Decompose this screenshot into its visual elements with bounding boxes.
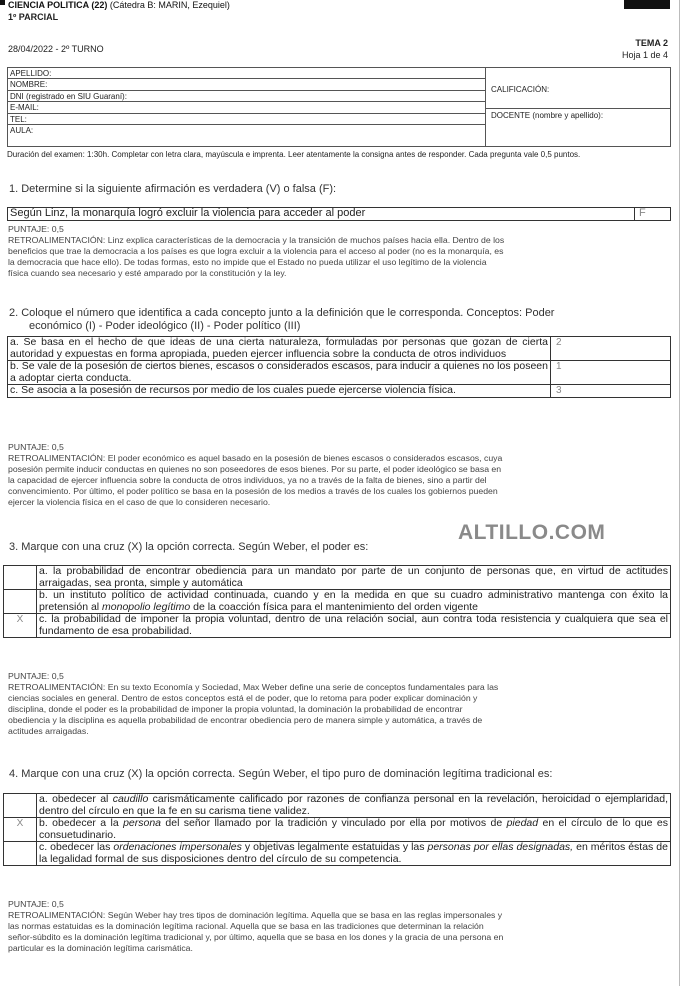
table-row	[8, 385, 671, 398]
puntaje-label: PUNTAJE: 0,5	[8, 442, 64, 452]
q4-option-emphasis: personas por ellas designadas,	[427, 841, 574, 853]
redaction-block	[624, 0, 670, 9]
field-nombre[interactable]: NOMBRE:	[8, 79, 485, 90]
feedback-line: posesión permite inducir conductas en quienes no son poseedores de esos bienes. Por su parte, el poder ideológico se basa en	[8, 464, 502, 475]
table-row	[4, 590, 671, 614]
tema-label: TEMA 2	[635, 38, 668, 48]
field-dni[interactable]: DNI (registrado en SIU Guaraní):	[8, 91, 485, 102]
question-3-feedback	[8, 671, 678, 738]
feedback-line: señor-súbdito es la dominación legítima tradicional y, por último, aquella que se basa en los dones y la gracia de una persona en	[8, 932, 504, 943]
course-name: CIENCIA POLITICA (22)	[8, 0, 108, 10]
table-row	[4, 818, 671, 842]
parcial-label: 1º PARCIAL	[8, 12, 59, 22]
q4-option-text: carismáticamente calificado por razones de confianza personal en la revelación, heroicidad o ejemplaridad, dentro del círculo en que la fe en su carisma tiene validez.	[39, 793, 668, 817]
q3-option: a. la probabilidad de encontrar obediencia para un mandato por parte de un conjunto de personas que, en virtud de actitudes arraigadas, sea pronta, simple y automática	[37, 566, 671, 590]
q4-option	[37, 818, 671, 842]
divider	[485, 108, 670, 109]
catedra: (Cátedra B: MARIN, Ezequiel)	[109, 0, 230, 10]
page-edge-line	[679, 0, 680, 986]
corner-mark	[0, 0, 5, 5]
question-1-table	[7, 207, 671, 221]
question-1-title: 1. Determine si la siguiente afirmación es verdadera (V) o falsa (F):	[9, 183, 337, 195]
q4-option-text: y objetivas legalmente estatuidas y las	[241, 841, 428, 853]
q4-option-text: en el círculo de lo que es consuetudinario.	[39, 817, 668, 841]
q3-option-text: de la coacción física para el mantenimiento del orden vigente	[190, 600, 478, 613]
feedback-line: beneficios que trae la democracia a los países es que logra excluir a la violencia para el acceso al poder (no es la monarquía, es	[8, 246, 504, 257]
q4-option-text: c. obedecer las	[39, 841, 114, 853]
field-email[interactable]: E-MAIL:	[8, 102, 485, 113]
student-info-box	[7, 67, 671, 147]
exam-instructions: Duración del examen: 1:30h. Completar con letra clara, mayúscula e imprenta. Leer atentamente la consigna antes de responder. Cada pregunta vale 0,5 puntos.	[7, 150, 581, 159]
course-title	[8, 0, 230, 10]
q2-definition: c. Se asocia a la posesión de recursos por medio de los cuales puede ejercerse violencia física.	[8, 385, 551, 398]
table-row	[4, 614, 671, 638]
q4-option-text: b. obedecer a la	[39, 817, 124, 829]
q4-mark[interactable]	[4, 842, 37, 866]
feedback-line: disciplina, donde el poder es la probabilidad de imponer la propia voluntad, la dominación la probabilidad de encontrar	[8, 704, 463, 715]
q3-option	[37, 590, 671, 614]
table-row	[8, 361, 671, 385]
table-row	[4, 566, 671, 590]
puntaje-label: PUNTAJE: 0,5	[8, 224, 64, 234]
student-fields	[8, 68, 486, 146]
q1-statement: Según Linz, la monarquía logró excluir la violencia para acceder al poder	[8, 208, 635, 221]
q4-option-emphasis: ordenaciones impersonales	[113, 841, 242, 853]
q4-option-text: del señor llamado por la tradición y vinculado por ella por motivos de	[161, 817, 507, 829]
q2-title-line: económico (I) - Poder ideológico (II) - Poder político (III)	[29, 320, 301, 332]
exam-date: 28/04/2022 - 2º TURNO	[8, 44, 104, 54]
question-3-table	[3, 565, 671, 638]
field-apellido[interactable]: APELLIDO:	[8, 68, 485, 79]
feedback-line: actitudes arraigadas.	[8, 726, 89, 737]
feedback-line: RETROALIMENTACIÓN: En su texto Economía y Sociedad, Max Weber define una serie de conceptos fundamentales para las	[8, 682, 499, 693]
q3-option: c. la probabilidad de imponer la propia voluntad, dentro de una relación social, aun contra toda resistencia y cualquiera que sea el fundamento de esa probabilidad.	[37, 614, 671, 638]
q3-mark[interactable]	[4, 590, 37, 614]
q3-option-emphasis: monopolio legítimo	[102, 600, 191, 613]
q2-definition: a. Se basa en el hecho de que ideas de una cierta naturaleza, formuladas por personas que gozan de cierta autoridad y expuestas en forma apropiada, pueden ejercer influencia sobre la conducta de otros individuos	[8, 337, 551, 361]
calificacion-label: CALIFICACIÓN:	[491, 85, 550, 94]
table-row	[8, 208, 671, 221]
question-2-feedback	[8, 442, 678, 509]
question-2-title	[9, 307, 679, 333]
page-count: Hoja 1 de 4	[621, 50, 668, 60]
question-1-feedback	[8, 224, 678, 279]
question-3-title: 3. Marque con una cruz (X) la opción correcta. Según Weber, el poder es:	[9, 541, 369, 553]
q1-answer[interactable]: F	[635, 208, 671, 221]
q3-mark[interactable]	[4, 566, 37, 590]
q3-option-text: b. un instituto político de actividad continuada, cuando y en la medida en que su cuadro administrativo mantenga con éxito la pretensión al	[39, 589, 668, 613]
q4-option-emphasis: caudillo	[112, 793, 149, 805]
question-4-feedback	[8, 899, 678, 954]
question-2-table	[7, 336, 671, 398]
q4-mark[interactable]: X	[4, 818, 37, 842]
q4-mark[interactable]	[4, 794, 37, 818]
q4-option	[37, 842, 671, 866]
q2-title-line: 2. Coloque el número que identifica a cada concepto junto a la definición que le corresponda. Conceptos: Poder	[9, 307, 555, 319]
q4-option-emphasis: piedad	[506, 817, 539, 829]
q4-option-emphasis: persona	[123, 817, 162, 829]
feedback-line: la capacidad de ejercer influencia sobre la conducta de otros individuos, ya no a través de la falta de bienes, sino a partir del	[8, 475, 487, 486]
feedback-line: física cuando sea necesario y esté amparado por la constitución y la ley.	[8, 268, 287, 279]
q4-option-text: en méritos éstas de la legalidad formal de sus disposiciones dentro del círculo de su competencia.	[39, 841, 668, 865]
feedback-line: obediencia y la disciplina es aquella probabilidad de encontrar obediencia pero de manera simple y automática, a través de	[8, 715, 483, 726]
puntaje-label: PUNTAJE: 0,5	[8, 899, 64, 909]
q2-answer[interactable]: 3	[551, 385, 671, 398]
q2-answer[interactable]: 2	[551, 337, 671, 361]
feedback-line: las normas estatuidas es la dominación legítima racional. Aquella que se basa en las tradiciones que determinan la relación	[8, 921, 484, 932]
grading-area	[485, 68, 670, 146]
table-row	[8, 337, 671, 361]
feedback-line: particular es la dominación legítima carismática.	[8, 943, 193, 954]
feedback-line: ciencias sociales en general. Dentro de estos conceptos está el de poder, que lo retoma para poder explicar dominación y	[8, 693, 478, 704]
feedback-line: RETROALIMENTACIÓN: Según Weber hay tres tipos de dominación legítima. Aquella que se basa en las reglas impersonales y	[8, 910, 503, 921]
field-aula[interactable]: AULA:	[10, 125, 34, 135]
q3-mark[interactable]: X	[4, 614, 37, 638]
feedback-line: convencimiento. Por último, el poder político se basa en la posesión de los medios a través de los cuales los gobiernos pueden	[8, 486, 498, 497]
question-4-title: 4. Marque con una cruz (X) la opción correcta. Según Weber, el tipo puro de dominación legítima tradicional es:	[9, 768, 553, 780]
feedback-line: RETROALIMENTACIÓN: Linz explica características de la democracia y la transición de muchos países hacia ella. Dentro de los	[8, 235, 505, 246]
q2-definition: b. Se vale de la posesión de ciertos bienes, escasos o considerados escasos, para inducir a quienes no los poseen a adoptar cierta conducta.	[8, 361, 551, 385]
question-4-table	[3, 793, 671, 866]
feedback-line: RETROALIMENTACIÓN: El poder económico es aquel basado en la posesión de bienes escasos o considerados escasos, cuya	[8, 453, 503, 464]
watermark: ALTILLO.COM	[458, 521, 606, 544]
q4-option	[37, 794, 671, 818]
q2-answer[interactable]: 1	[551, 361, 671, 385]
q4-option-text: a. obedecer al	[39, 793, 113, 805]
table-row	[4, 794, 671, 818]
feedback-line: ejercer la violencia física en el caso de que lo consideren necesario.	[8, 497, 271, 508]
field-tel[interactable]: TEL:	[8, 114, 485, 125]
table-row	[4, 842, 671, 866]
docente-label: DOCENTE (nombre y apellido):	[491, 111, 604, 120]
puntaje-label: PUNTAJE: 0,5	[8, 671, 64, 681]
feedback-line: la democracia que hace ello). De todas formas, esto no impide que el Estado no pueda utilizar el uso legítimo de la violencia	[8, 257, 487, 268]
